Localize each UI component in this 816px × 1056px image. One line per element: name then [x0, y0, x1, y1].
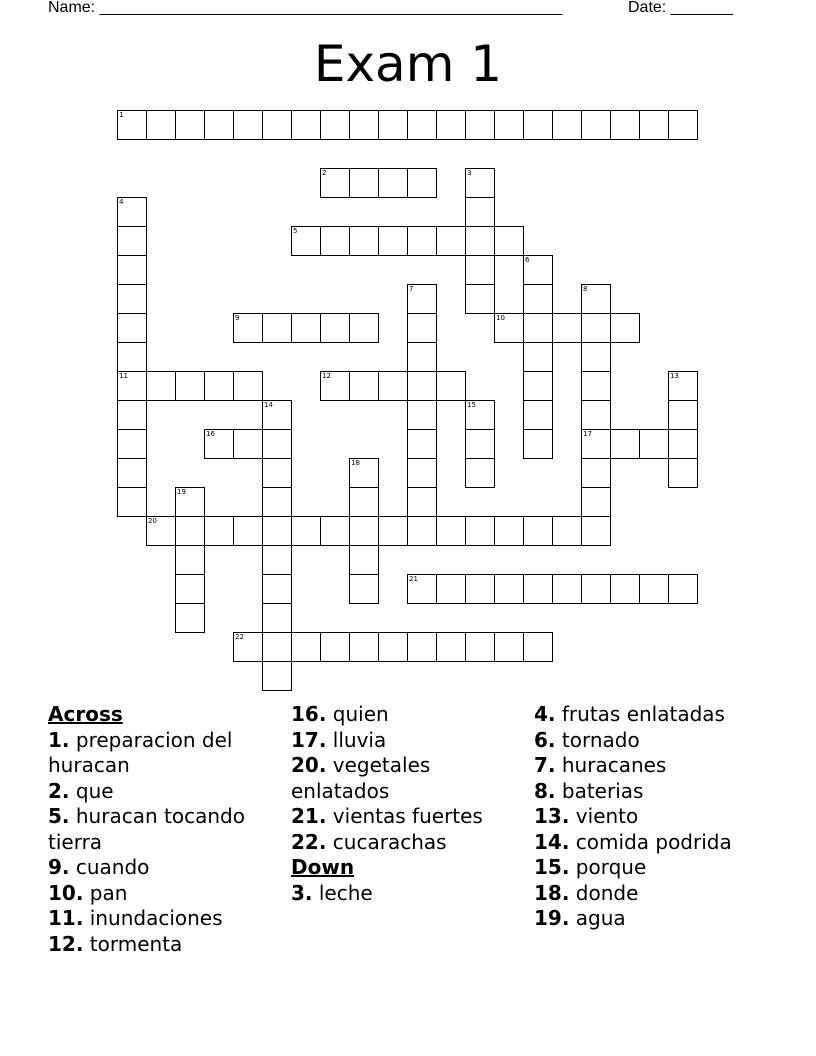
crossword-cell[interactable] [523, 313, 553, 343]
clue-number: 22 [235, 633, 244, 641]
crossword-cell[interactable] [349, 226, 379, 256]
crossword-cell[interactable] [262, 458, 292, 488]
crossword-cell[interactable] [668, 574, 698, 604]
crossword-cell[interactable] [349, 632, 379, 662]
crossword-cell[interactable] [320, 371, 350, 401]
crossword-cell[interactable] [494, 226, 524, 256]
crossword-cell[interactable] [233, 429, 263, 459]
clue-number: 1. [48, 727, 70, 752]
clue-text: pan [83, 880, 128, 905]
crossword-cell[interactable] [407, 168, 437, 198]
clue-item [291, 830, 526, 856]
crossword-cell[interactable] [349, 458, 379, 488]
clue-text: inundaciones [83, 906, 223, 930]
across-heading: Across [48, 702, 123, 726]
crossword-cell[interactable] [494, 574, 524, 604]
clue-number: 17. [291, 727, 327, 752]
crossword-cell[interactable] [233, 516, 263, 546]
clue-text: tornado [555, 727, 640, 752]
clue-number: 11. [48, 906, 84, 930]
clue-item [48, 779, 278, 805]
clue-number: 6. [534, 727, 556, 752]
crossword-cell[interactable] [581, 400, 611, 430]
clue-number: 15 [467, 401, 476, 409]
crossword-cell[interactable] [262, 110, 292, 140]
crossword-cell[interactable] [581, 458, 611, 488]
clue-item [291, 728, 526, 754]
clues-column-3 [534, 702, 774, 932]
crossword-cell[interactable] [262, 313, 292, 343]
crossword-cell[interactable] [581, 574, 611, 604]
crossword-cell[interactable] [581, 371, 611, 401]
crossword-cell[interactable] [523, 632, 553, 662]
clue-number: 9. [48, 855, 70, 879]
clue-item [534, 779, 774, 805]
crossword-cell[interactable] [262, 661, 292, 691]
crossword-cell[interactable] [523, 371, 553, 401]
clue-text: viento [569, 804, 639, 828]
crossword-cell[interactable] [523, 429, 553, 459]
down-heading: Down [291, 855, 355, 879]
clue-number: 20 [148, 517, 157, 525]
crossword-cell[interactable] [378, 226, 408, 256]
clue-text: donde [569, 880, 639, 905]
crossword-cell[interactable] [291, 632, 321, 662]
clue-number: 12 [322, 372, 331, 380]
crossword-cell[interactable] [465, 516, 495, 546]
clue-text: cucarachas [326, 829, 447, 854]
crossword-cell[interactable] [436, 371, 466, 401]
crossword-cell[interactable] [117, 197, 147, 227]
crossword-cell[interactable] [668, 400, 698, 430]
crossword-cell[interactable] [262, 574, 292, 604]
crossword-cell[interactable] [581, 110, 611, 140]
clue-text: cuando [69, 855, 150, 879]
crossword-cell[interactable] [262, 545, 292, 575]
clue-number: 15. [534, 855, 570, 879]
crossword-cell[interactable] [465, 255, 495, 285]
clue-number: 9 [235, 314, 240, 322]
clue-number: 16. [291, 702, 327, 726]
crossword-cell[interactable] [610, 429, 640, 459]
clue-text: que [69, 778, 114, 803]
crossword-cell[interactable] [320, 168, 350, 198]
crossword-cell[interactable] [639, 574, 669, 604]
page-title: Exam 1 [313, 35, 503, 93]
clue-text: agua [569, 906, 626, 930]
crossword-cell[interactable] [552, 110, 582, 140]
crossword-cell[interactable] [436, 516, 466, 546]
crossword-cell[interactable] [117, 226, 147, 256]
crossword-cell[interactable] [320, 110, 350, 140]
clue-number: 1 [119, 111, 124, 119]
crossword-cell[interactable] [610, 110, 640, 140]
crossword-cell[interactable] [291, 226, 321, 256]
clue-item [48, 932, 278, 958]
crossword-cell[interactable] [668, 429, 698, 459]
crossword-cell[interactable] [436, 574, 466, 604]
crossword-cell[interactable] [262, 429, 292, 459]
clue-number: 10. [48, 880, 84, 905]
clue-number: 11 [119, 372, 128, 380]
crossword-cell[interactable] [175, 545, 205, 575]
clue-number: 7 [409, 285, 414, 293]
clue-item [48, 804, 278, 855]
date-field[interactable]: Date: _______ [628, 0, 733, 16]
crossword-cell[interactable] [117, 458, 147, 488]
crossword-cell[interactable] [407, 632, 437, 662]
clue-item [534, 753, 774, 779]
clue-number: 20. [291, 753, 327, 777]
crossword-cell[interactable] [175, 574, 205, 604]
crossword-cell[interactable] [436, 226, 466, 256]
crossword-cell[interactable] [349, 168, 379, 198]
crossword-cell[interactable] [523, 400, 553, 430]
clue-item [534, 702, 774, 728]
clue-number: 18 [351, 459, 360, 467]
crossword-cell[interactable] [291, 110, 321, 140]
crossword-cell[interactable] [407, 487, 437, 517]
crossword-cell[interactable] [117, 487, 147, 517]
crossword-cell[interactable] [494, 110, 524, 140]
crossword-cell[interactable] [262, 487, 292, 517]
crossword-cell[interactable] [523, 516, 553, 546]
crossword-cell[interactable] [146, 110, 176, 140]
crossword-cell[interactable] [291, 516, 321, 546]
clue-text: porque [569, 855, 647, 879]
crossword-cell[interactable] [668, 371, 698, 401]
clue-number: 5 [293, 227, 298, 235]
crossword-cell[interactable] [639, 110, 669, 140]
crossword-cell[interactable] [581, 429, 611, 459]
crossword-cell[interactable] [117, 429, 147, 459]
crossword-cell[interactable] [407, 313, 437, 343]
crossword-cell[interactable] [639, 429, 669, 459]
crossword-cell[interactable] [465, 110, 495, 140]
clue-text: vientas fuertes [326, 804, 483, 828]
crossword-cell[interactable] [378, 516, 408, 546]
crossword-cell[interactable] [204, 516, 234, 546]
crossword-cell[interactable] [465, 168, 495, 198]
clue-number: 18. [534, 880, 570, 905]
crossword-cell[interactable] [262, 603, 292, 633]
crossword-cell[interactable] [407, 458, 437, 488]
clue-item [48, 906, 278, 932]
crossword-cell[interactable] [465, 197, 495, 227]
clue-number: 17 [583, 430, 592, 438]
crossword-cell[interactable] [610, 574, 640, 604]
crossword-cell[interactable] [523, 342, 553, 372]
crossword-cell[interactable] [668, 458, 698, 488]
crossword-cell[interactable] [262, 400, 292, 430]
crossword-cell[interactable] [146, 371, 176, 401]
crossword-cell[interactable] [465, 574, 495, 604]
crossword-cell[interactable] [465, 632, 495, 662]
crossword-cell[interactable] [668, 110, 698, 140]
clue-text: lluvia [326, 727, 387, 752]
crossword-cell[interactable] [523, 255, 553, 285]
crossword-cell[interactable] [378, 632, 408, 662]
crossword-cell[interactable] [233, 632, 263, 662]
crossword-cell[interactable] [349, 110, 379, 140]
clue-number: 10 [496, 314, 505, 322]
clue-item [534, 881, 774, 907]
crossword-cell[interactable] [175, 110, 205, 140]
crossword-cell[interactable] [407, 284, 437, 314]
crossword-cell[interactable] [349, 545, 379, 575]
crossword-cell[interactable] [465, 400, 495, 430]
clue-item [534, 906, 774, 932]
crossword-cell[interactable] [320, 516, 350, 546]
name-field[interactable]: Name: ____________________________________________________ [48, 0, 563, 16]
clue-text: huracan tocando tierra [48, 804, 245, 854]
crossword-cell[interactable] [407, 574, 437, 604]
crossword-cell[interactable] [349, 574, 379, 604]
crossword-cell[interactable] [349, 516, 379, 546]
crossword-cell[interactable] [436, 632, 466, 662]
crossword-cell[interactable] [465, 458, 495, 488]
crossword-cell[interactable] [407, 516, 437, 546]
clue-number: 22. [291, 829, 327, 854]
crossword-cell[interactable] [436, 110, 466, 140]
crossword-cell[interactable] [465, 284, 495, 314]
crossword-cell[interactable] [465, 429, 495, 459]
crossword-cell[interactable] [349, 313, 379, 343]
crossword-cell[interactable] [552, 516, 582, 546]
crossword-cell[interactable] [407, 400, 437, 430]
clue-number: 21 [409, 575, 418, 583]
crossword-cell[interactable] [291, 313, 321, 343]
clue-text: quien [326, 702, 389, 726]
crossword-cell[interactable] [378, 110, 408, 140]
crossword-cell[interactable] [407, 342, 437, 372]
clue-number: 13. [534, 804, 570, 828]
crossword-cell[interactable] [117, 371, 147, 401]
clue-number: 2 [322, 169, 327, 177]
clue-number: 16 [206, 430, 215, 438]
clue-text: baterias [555, 778, 644, 803]
crossword-cell[interactable] [175, 487, 205, 517]
crossword-cell[interactable] [494, 313, 524, 343]
clue-item [291, 753, 526, 804]
crossword-cell[interactable] [407, 429, 437, 459]
clue-text: tormenta [83, 931, 183, 956]
crossword-cell[interactable] [320, 226, 350, 256]
clue-number: 8. [534, 778, 556, 803]
crossword-cell[interactable] [175, 603, 205, 633]
crossword-cell[interactable] [117, 110, 147, 140]
crossword-cell[interactable] [523, 284, 553, 314]
clue-text: frutas enlatadas [555, 702, 725, 726]
clue-item [534, 855, 774, 881]
crossword-cell[interactable] [465, 226, 495, 256]
crossword-cell[interactable] [407, 371, 437, 401]
clue-text: comida podrida [569, 829, 732, 854]
crossword-cell[interactable] [117, 342, 147, 372]
clue-item [291, 881, 526, 907]
clue-item [48, 728, 278, 779]
clue-item [534, 830, 774, 856]
clue-number: 6 [525, 256, 530, 264]
clue-item [48, 855, 278, 881]
crossword-cell[interactable] [523, 574, 553, 604]
crossword-cell[interactable] [320, 632, 350, 662]
crossword-cell[interactable] [175, 516, 205, 546]
crossword-cell[interactable] [581, 284, 611, 314]
crossword-cell[interactable] [175, 371, 205, 401]
clues-column-1 [48, 702, 278, 957]
clue-number: 3. [291, 880, 313, 905]
clue-item [534, 728, 774, 754]
clue-text: leche [312, 880, 373, 905]
crossword-cell[interactable] [117, 400, 147, 430]
crossword-cell[interactable] [349, 371, 379, 401]
clue-item [291, 702, 526, 728]
crossword-cell[interactable] [552, 574, 582, 604]
crossword-cell[interactable] [233, 110, 263, 140]
clue-number: 21. [291, 804, 327, 828]
crossword-cell[interactable] [581, 516, 611, 546]
clue-text: vegetales enlatados [291, 753, 431, 803]
clue-item [291, 804, 526, 830]
crossword-cell[interactable] [117, 255, 147, 285]
clue-text: preparacion del huracan [48, 727, 233, 777]
clue-number: 14 [264, 401, 273, 409]
clue-number: 7. [534, 753, 556, 777]
clue-item [48, 881, 278, 907]
clue-number: 8 [583, 285, 588, 293]
crossword-cell[interactable] [117, 313, 147, 343]
clue-number: 4 [119, 198, 124, 206]
crossword-cell[interactable] [262, 632, 292, 662]
clue-number: 13 [670, 372, 679, 380]
crossword-cell[interactable] [204, 371, 234, 401]
clue-number: 19 [177, 488, 186, 496]
crossword-cell[interactable] [378, 168, 408, 198]
crossword-cell[interactable] [204, 110, 234, 140]
crossword-cell[interactable] [233, 371, 263, 401]
clue-item [534, 804, 774, 830]
crossword-cell[interactable] [262, 516, 292, 546]
clue-number: 4. [534, 702, 556, 726]
crossword-cell[interactable] [117, 284, 147, 314]
crossword-cell[interactable] [146, 516, 176, 546]
clues-column-2 [291, 702, 526, 906]
crossword-cell[interactable] [523, 110, 553, 140]
clue-number: 19. [534, 906, 570, 930]
crossword-cell[interactable] [349, 487, 379, 517]
clue-text: huracanes [555, 753, 667, 777]
crossword-cell[interactable] [320, 313, 350, 343]
crossword-cell[interactable] [494, 516, 524, 546]
crossword-cell[interactable] [552, 313, 582, 343]
clue-number: 2. [48, 778, 70, 803]
crossword-cell[interactable] [581, 342, 611, 372]
crossword-cell[interactable] [581, 313, 611, 343]
crossword-cell[interactable] [233, 313, 263, 343]
crossword-cell[interactable] [204, 429, 234, 459]
crossword-cell[interactable] [610, 313, 640, 343]
clue-number: 12. [48, 931, 84, 956]
clue-number: 5. [48, 804, 70, 828]
clue-number: 14. [534, 829, 570, 854]
crossword-cell[interactable] [407, 110, 437, 140]
clue-number: 3 [467, 169, 472, 177]
crossword-cell[interactable] [581, 487, 611, 517]
crossword-cell[interactable] [407, 226, 437, 256]
crossword-cell[interactable] [494, 632, 524, 662]
crossword-cell[interactable] [378, 371, 408, 401]
